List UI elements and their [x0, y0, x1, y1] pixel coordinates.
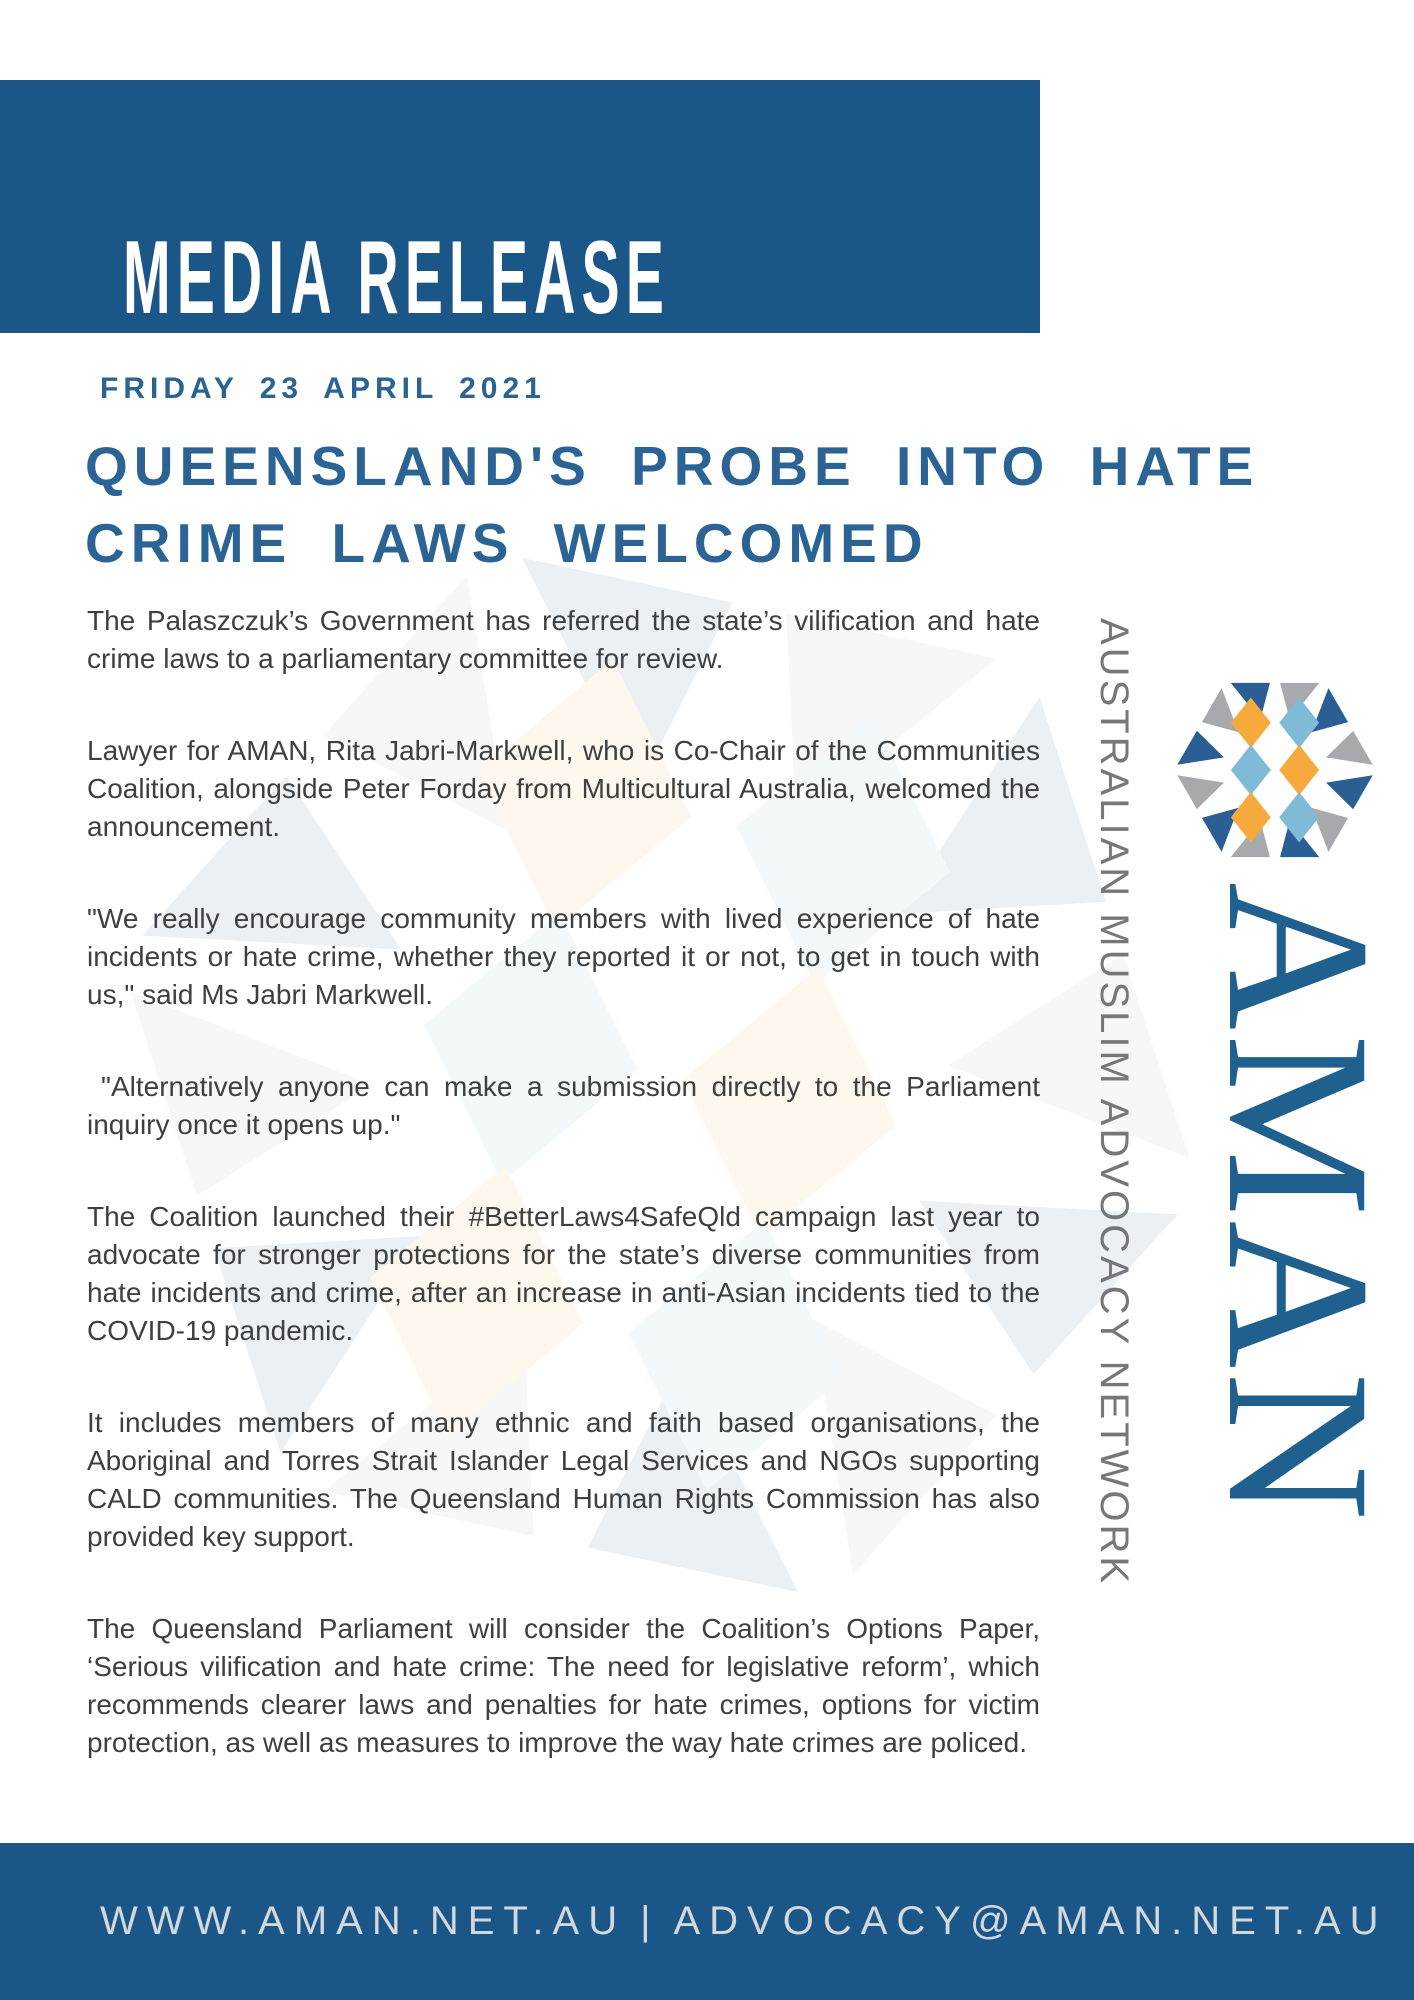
footer-website: WWW.AMAN.NET.AU	[100, 1899, 627, 1943]
document-type-label: MEDIA RELEASE	[123, 220, 670, 336]
footer-email: ADVOCACY@AMAN.NET.AU	[673, 1899, 1388, 1943]
header-banner	[0, 80, 1040, 336]
page-title-line-2: CRIME LAWS WELCOMED	[85, 512, 929, 574]
footer-separator: |	[640, 1899, 660, 1943]
aman-wordmark: AMAN	[1185, 882, 1412, 1525]
network-name-vertical: AUSTRALIAN MUSLIM ADVOCACY NETWORK	[1092, 618, 1136, 1587]
page-title	[85, 428, 1259, 582]
paragraph: It includes members of many ethnic and faith based organisations, the Aboriginal and Torres Strait Islander Legal Services and NGOs supporting CALD communities. The Queensland Human Rights Commission has also provided key support.	[87, 1407, 1040, 1552]
paragraph: "Alternatively anyone can make a submission directly to the Parliament inquiry once it opens up."	[87, 1071, 1040, 1140]
body-copy	[87, 602, 1040, 1816]
paragraph: The Palaszczuk’s Government has referred the state’s vilification and hate crime laws to a parliamentary committee for review.	[87, 605, 1040, 674]
paragraph: "We really encourage community members with lived experience of hate incidents or hate crime, whether they reported it or not, to get in touch with us," said Ms Jabri Markwell.	[87, 903, 1040, 1010]
aman-logo-icon	[1170, 665, 1380, 875]
footer-bar	[0, 1843, 1414, 2000]
paragraph: The Coalition launched their #BetterLaws4SafeQld campaign last year to advocate for stronger protections for the state’s diverse communities from hate incidents and crime, after an increase in anti-Asian incidents tied to the COVID-19 pandemic.	[87, 1201, 1040, 1346]
paragraph: Lawyer for AMAN, Rita Jabri-Markwell, who is Co-Chair of the Communities Coalition, alongside Peter Forday from Multicultural Australia, welcomed the announcement.	[87, 735, 1040, 842]
page-title-line-1: QUEENSLAND'S PROBE INTO HATE	[85, 435, 1260, 497]
footer-contact-line	[100, 1899, 1388, 1944]
release-date: FRIDAY 23 APRIL 2021	[100, 372, 546, 405]
paragraph: The Queensland Parliament will consider the Coalition’s Options Paper, ‘Serious vilification and hate crime: The need for legislative reform’, which recommends clearer laws and penalties for hate crimes, options for victim protection, as well as measures to improve the way hate crimes are policed.	[87, 1613, 1040, 1758]
